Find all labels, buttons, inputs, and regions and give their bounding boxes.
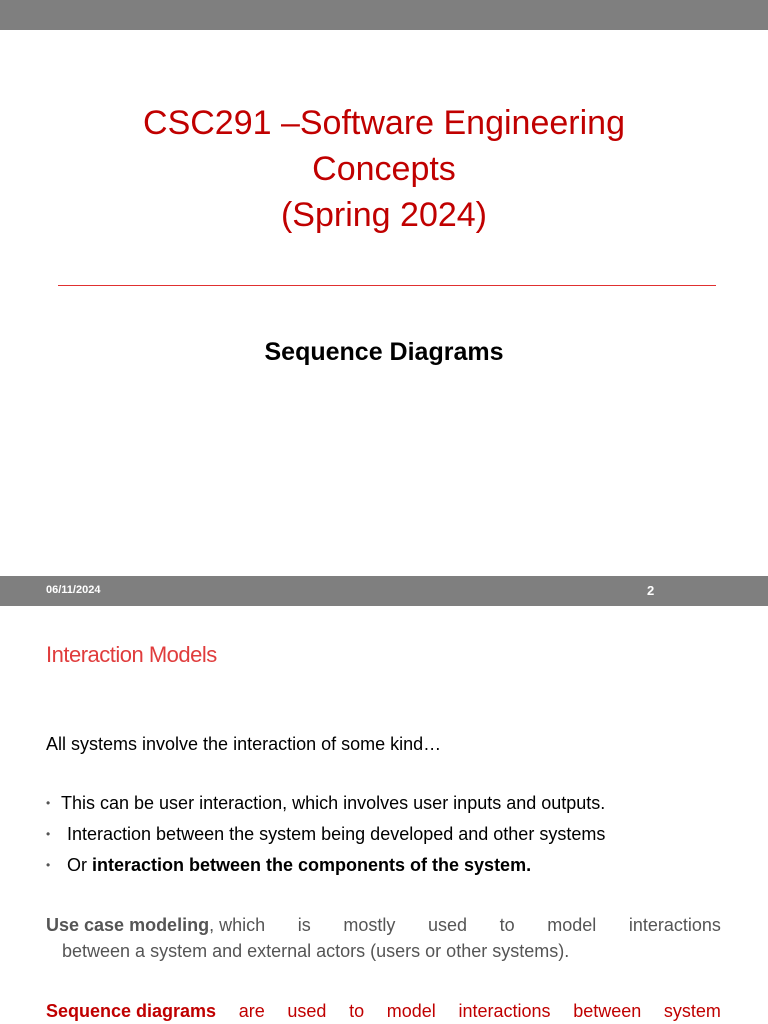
bullet-text: This can be user interaction, which involves user inputs and outputs. [61, 793, 606, 813]
top-bar [0, 0, 768, 30]
bullet-dot-icon: • [46, 796, 51, 810]
bullet-text: Interaction between the system being developed and other systems [67, 824, 606, 844]
paragraph-line [46, 912, 721, 938]
sequence-paragraph [46, 998, 721, 1024]
list-item [46, 823, 746, 854]
paragraph-line [46, 998, 721, 1024]
paragraph-word [46, 912, 265, 938]
bullet-text [67, 854, 531, 876]
intro-text: All systems involve the interaction of some kind… [46, 734, 442, 754]
title-line-2: Concepts [312, 150, 456, 188]
paragraph-keyword: Use case modeling [46, 915, 210, 935]
paragraph-word: to [349, 1001, 365, 1021]
paragraph-keyword: Sequence diagrams [46, 1001, 217, 1021]
paragraph-word: interactions [458, 1001, 551, 1021]
bullet-list [46, 792, 746, 885]
title-divider [58, 285, 716, 286]
paragraph-word: between [573, 1001, 642, 1021]
footer-date: 06/11/2024 [46, 584, 101, 596]
footer-bar [0, 576, 768, 606]
paragraph-word: , which [209, 915, 266, 935]
bullet-dot-icon: • [46, 827, 51, 841]
paragraph-word: system [663, 1001, 721, 1021]
paragraph-word: used [287, 1001, 327, 1021]
title-line-1: CSC291 –Software Engineering [143, 104, 625, 142]
use-case-paragraph [46, 912, 721, 964]
title-line-3: (Spring 2024) [280, 196, 487, 234]
bullet-prefix: Or [67, 855, 92, 875]
paragraph-word: interactions [628, 915, 721, 935]
bullet-dot-icon: • [46, 858, 51, 872]
list-item [46, 854, 746, 885]
paragraph-word: model [547, 915, 597, 935]
slide-title [0, 100, 768, 238]
section-heading: Interaction Models [46, 642, 217, 667]
paragraph-word: is [297, 915, 311, 935]
bullet-bold-text: interaction between the components of the system. [92, 855, 532, 875]
paragraph-word: are [238, 1001, 265, 1021]
paragraph-word: used [427, 915, 467, 935]
paragraph-word: to [499, 915, 515, 935]
list-item [46, 792, 746, 823]
slide-subtitle: Sequence Diagrams [264, 338, 504, 366]
slide-2 [0, 606, 768, 1024]
paragraph-word: mostly [343, 915, 396, 935]
paragraph-line: between a system and external actors (users or other systems). [62, 941, 570, 961]
paragraph-word: model [386, 1001, 436, 1021]
page-number: 2 [647, 583, 655, 598]
